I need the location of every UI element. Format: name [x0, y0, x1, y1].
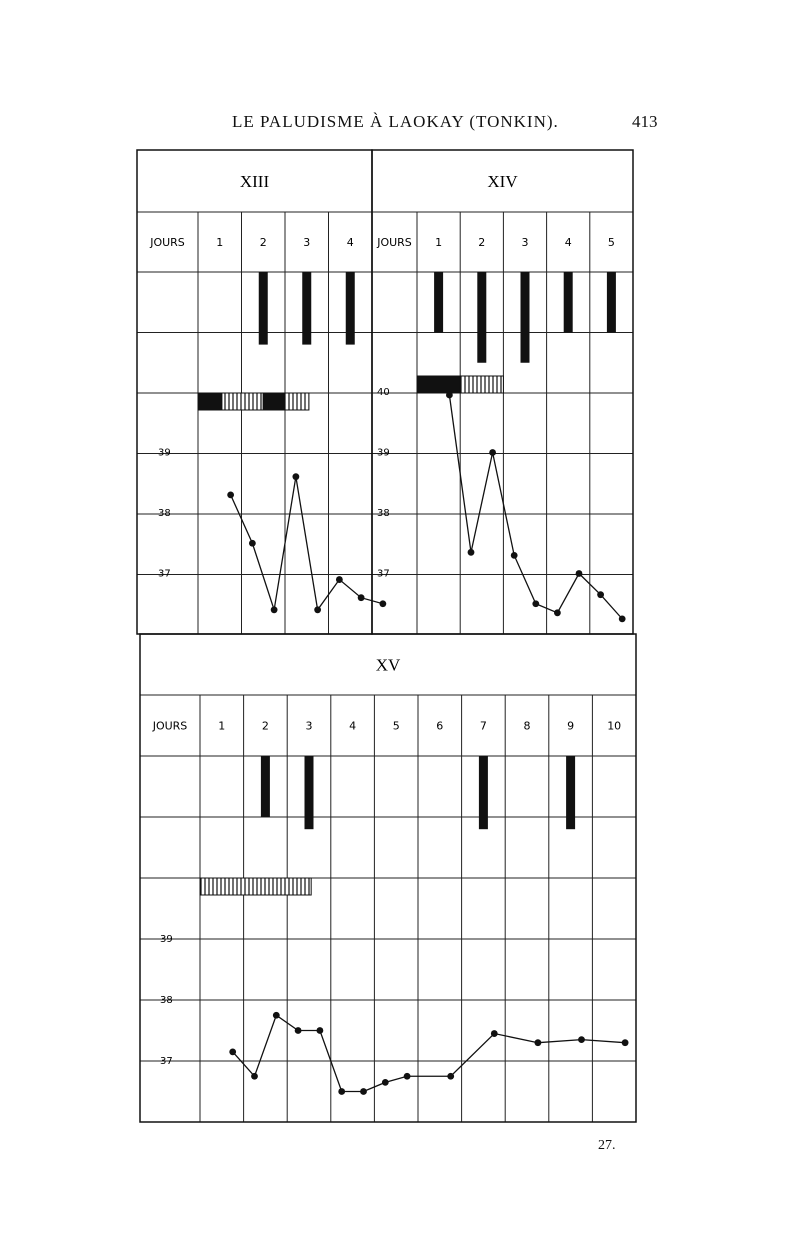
temperature-point	[271, 606, 278, 613]
dose-bar	[607, 272, 616, 333]
temperature-point	[576, 570, 583, 577]
temperature-point	[597, 591, 604, 598]
temperature-tick-label: 37	[158, 568, 171, 580]
fever-band-segment	[285, 393, 309, 410]
temperature-point	[251, 1073, 258, 1080]
temperature-point	[404, 1073, 411, 1080]
temperature-tick-label: 39	[160, 934, 173, 945]
grid-lines	[372, 212, 633, 634]
day-label: 4	[346, 236, 354, 249]
day-label: 5	[607, 236, 615, 249]
day-label: 2	[259, 236, 267, 249]
day-label: 1	[216, 236, 224, 249]
temperature-tick-label: 38	[158, 508, 171, 519]
day-label: 3	[303, 236, 311, 249]
day-label: 9	[567, 719, 575, 733]
temperature-point	[535, 1039, 542, 1046]
dose-bar	[346, 272, 355, 345]
fever-band-segment	[263, 393, 285, 410]
chart-panel-xiv	[372, 150, 633, 634]
chart-title: XIV	[487, 172, 518, 191]
temperature-point	[554, 609, 561, 616]
temperature-point	[227, 491, 234, 498]
temperature-point	[358, 594, 365, 601]
temperature-point	[229, 1048, 236, 1055]
temperature-tick-label: 37	[160, 1056, 173, 1067]
dose-bar	[261, 756, 270, 817]
dose-bar	[564, 272, 573, 333]
fever-band-segment	[222, 393, 263, 410]
temperature-tick-label: 37	[377, 568, 390, 580]
temperature-curve	[233, 1015, 625, 1091]
grid-lines	[137, 212, 372, 634]
fever-band-segment	[198, 393, 222, 410]
day-label: 2	[478, 236, 486, 249]
days-header-label: JOURS	[152, 719, 188, 733]
day-label: 4	[349, 719, 357, 733]
temperature-point	[619, 615, 626, 622]
day-label: 1	[218, 719, 226, 733]
day-label: 4	[564, 236, 572, 249]
temperature-tick-label: 40	[377, 387, 390, 398]
temperature-point	[360, 1088, 367, 1095]
chart-title: XV	[375, 655, 401, 675]
page-number: 413	[632, 112, 658, 131]
dose-bar	[434, 272, 443, 333]
chart-title: XIII	[239, 172, 270, 191]
temperature-point	[532, 600, 539, 607]
dose-bar	[477, 272, 486, 363]
dose-bar	[305, 756, 314, 829]
days-header-label: JOURS	[377, 236, 412, 249]
temperature-tick-label: 38	[377, 508, 390, 519]
dose-bar	[302, 272, 311, 345]
day-label: 1	[435, 236, 443, 249]
dose-bar	[479, 756, 488, 829]
day-label: 3	[521, 236, 529, 249]
temperature-tick-label: 38	[160, 995, 173, 1006]
temperature-point	[292, 473, 299, 480]
temperature-point	[273, 1012, 280, 1019]
fever-band-segment	[460, 376, 503, 393]
temperature-curve	[449, 395, 622, 619]
running-title: LE PALUDISME À LAOKAY (TONKIN).	[232, 112, 559, 131]
temperature-point	[249, 540, 256, 547]
temperature-point	[468, 549, 475, 556]
temperature-point	[511, 552, 518, 559]
temperature-point	[382, 1079, 389, 1086]
day-label: 8	[523, 719, 531, 733]
temperature-point	[338, 1088, 345, 1095]
grid-lines	[140, 695, 636, 1122]
folio-signature: 27.	[598, 1138, 616, 1153]
temperature-point	[336, 576, 343, 583]
day-label: 5	[392, 719, 400, 733]
temperature-tick-label: 39	[158, 447, 171, 459]
temperature-point	[447, 1073, 454, 1080]
day-label: 2	[261, 719, 269, 733]
temperature-point	[379, 600, 386, 607]
panel-frame	[137, 150, 372, 634]
fever-band-segment	[417, 376, 460, 393]
temperature-point	[446, 392, 453, 399]
dose-bar	[259, 272, 268, 345]
fever-band-segment	[200, 878, 311, 895]
dose-bar	[521, 272, 530, 363]
day-label: 6	[436, 719, 444, 733]
temperature-point	[489, 449, 496, 456]
chart-panel-xiii	[137, 150, 386, 634]
temperature-point	[622, 1039, 629, 1046]
day-label: 3	[305, 719, 313, 733]
chart-panel-xv	[140, 634, 636, 1122]
days-header-label: JOURS	[150, 236, 185, 249]
temperature-point	[295, 1027, 302, 1034]
temperature-tick-label: 39	[377, 447, 390, 459]
temperature-point	[578, 1036, 585, 1043]
dose-bar	[566, 756, 575, 829]
temperature-point	[317, 1027, 324, 1034]
temperature-point	[491, 1030, 498, 1037]
temperature-point	[314, 606, 321, 613]
day-label: 7	[479, 719, 487, 733]
day-label: 10	[607, 719, 622, 733]
